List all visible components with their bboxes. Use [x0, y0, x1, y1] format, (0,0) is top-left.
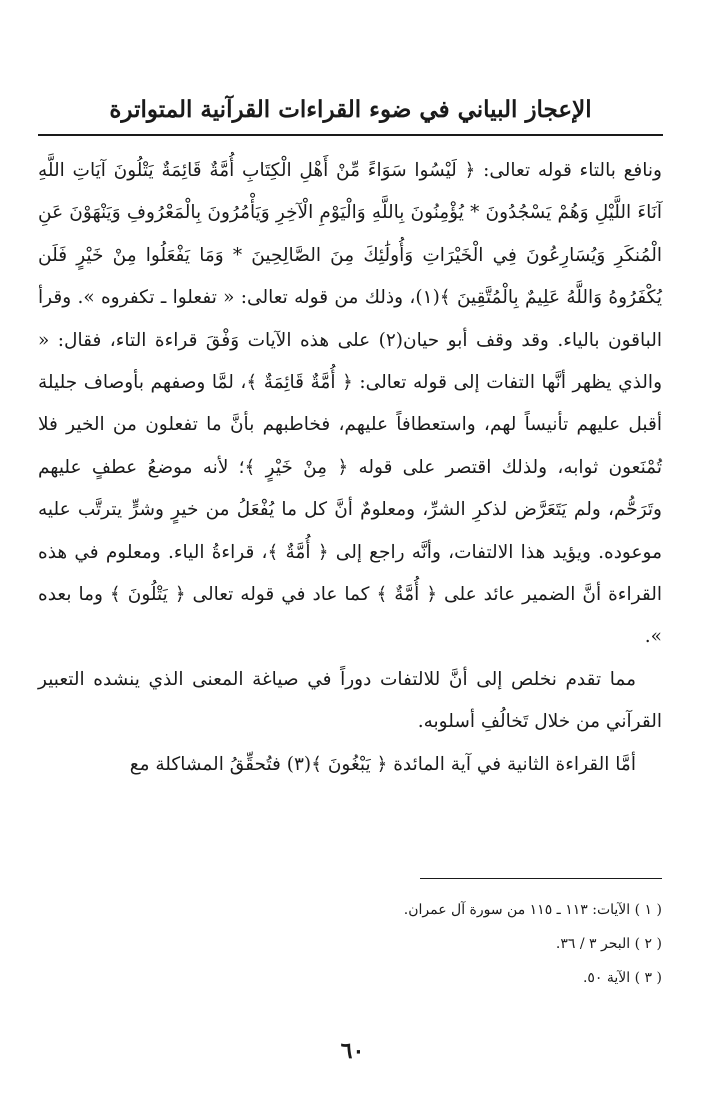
main-text [38, 150, 662, 786]
footnote-3: ( ٣ ) الآية ٥٠. [582, 970, 662, 986]
paragraph-3: أمَّا القراءة الثانية في آية المائدة ﴿ يَبْغُونَ ﴾(٣) فتُحقِّقُ المشاكلة مع [129, 753, 636, 775]
running-header-title: الإعجاز البياني في ضوء القراءات القرآنية المتواترة [109, 96, 592, 123]
header-divider [38, 134, 663, 136]
paragraph-1: ونافع بالتاء قوله تعالى: ﴿ لَيْسُوا سَوَاءً مِّنْ أَهْلِ الْكِتَابِ أُمَّةٌ قَائِمَةٌ يَتْلُونَ آيَاتِ اللَّهِ آنَاءَ اللَّيْلِ وَهُمْ يَسْجُدُونَ * يُؤْمِنُونَ بِاللَّهِ وَالْيَوْمِ الْآخِرِ وَيَأْمُرُونَ بِالْمَعْرُوفِ وَيَنْهَوْنَ عَنِ الْمُنكَرِ وَيُسَارِعُونَ فِي الْخَيْرَاتِ وَأُولَٰئِكَ مِنَ الصَّالِحِينَ * وَمَا يَفْعَلُوا مِنْ خَيْرٍ فَلَن يُكْفَرُوهُ وَاللَّهُ عَلِيمٌ بِالْمُتَّقِينَ ﴾(١)، وذلك من قوله تعالى: « تفعلوا ـ تكفروه ». وقرأ الباقون بالياء. وقد وقف أبو حيان(٢) على هذه الآيات وَفْقَ قراءة التاء، فقال: « والذي يظهر أنَّها التفات إلى قوله تعالى: ﴿ أُمَّةٌ قَائِمَةٌ ﴾، لمَّا وصفهم بأوصاف جليلة أقبل عليهم تأنيساً لهم، واستعطافاً عليهم، فخاطبهم بأنَّ ما تفعلون من الخير فلا تُمْنَعون ثوابه، ولذلك اقتصر على قوله ﴿ مِنْ خَيْرٍ ﴾؛ لأنه موضعُ عطفٍ عليهم وتَرَحُّم، ولم يَتَعَرَّض لذكرِ الشرِّ، ومعلومٌ أنَّ كل ما يُفْعَلُ من خيرٍ وشرٍّ يترتَّب عليه موعوده. ويؤيد هذا الالتفات، وأنَّه راجع إلى ﴿ أُمَّةٌ ﴾، قراءةُ الياء. ومعلوم في هذه القراءة أنَّ الضمير عائد على ﴿ أُمَّةٌ ﴾ كما عاد في قوله تعالى ﴿ يَتْلُونَ ﴾ وما بعده ». [38, 160, 662, 648]
footnote-2: ( ٢ ) البحر ٣ / ٣٦. [555, 936, 662, 952]
page-number: ٦٠ [340, 1038, 365, 1064]
footnote-divider [420, 878, 662, 879]
paragraph-2: مما تقدم نخلص إلى أنَّ للالتفات دوراً في صياغة المعنى الذي ينشده التعبير القرآني من خلال تَخالُفِ أسلوبه. [38, 668, 662, 733]
footnote-1: ( ١ ) الآيات: ١١٣ ـ ١١٥ من سورة آل عمران. [403, 902, 662, 918]
footnotes [200, 893, 662, 995]
